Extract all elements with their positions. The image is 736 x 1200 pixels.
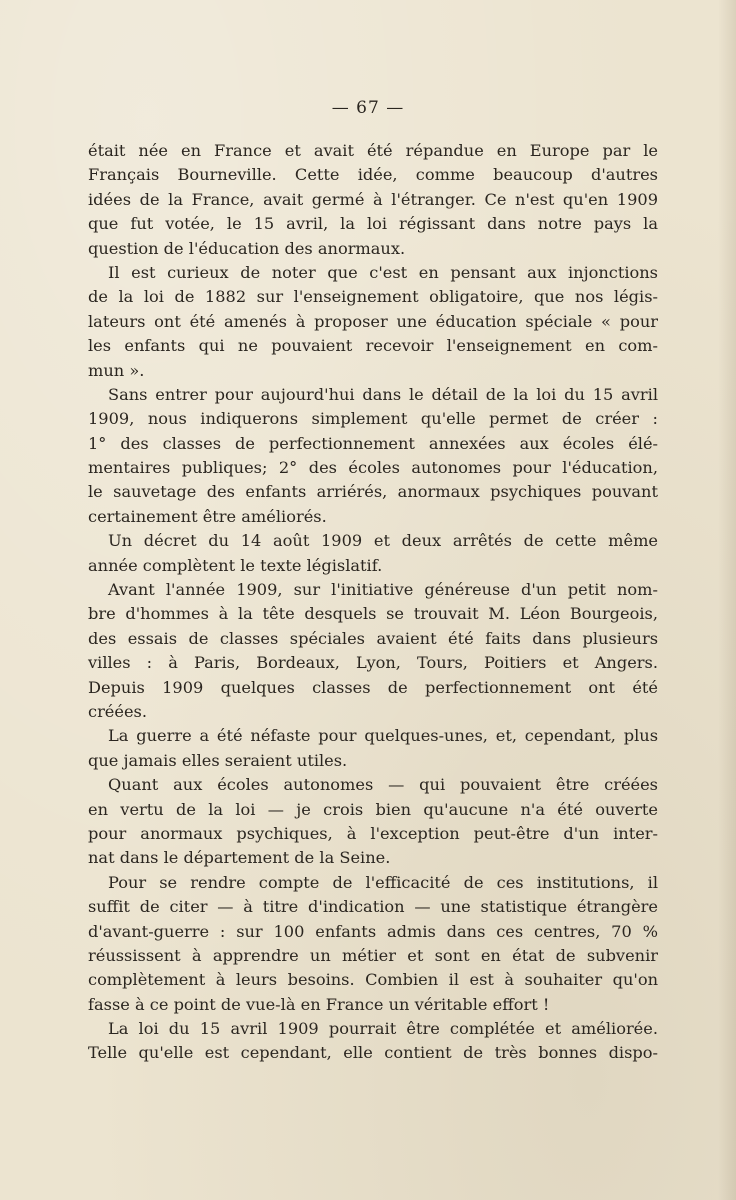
text-line: Avant l'année 1909, sur l'initiative généreuse d'un petit nom- <box>108 580 658 600</box>
text-line: d'avant-guerre : sur 100 enfants admis dans ces centres, 70 % <box>88 921 658 941</box>
text-line: Quant aux écoles autonomes — qui pouvaient être créées <box>108 775 658 795</box>
text-line: de la loi de 1882 sur l'enseignement obligatoire, que nos légis- <box>88 287 658 307</box>
text-line: était née en France et avait été répandue en Europe par le <box>88 141 658 160</box>
text-line: Un décret du 14 août 1909 et deux arrêtés de cette même <box>108 531 658 551</box>
text-line: mun ». <box>88 360 145 380</box>
text-line: fasse à ce point de vue-là en France un véritable effort ! <box>88 994 550 1014</box>
text-line: des essais de classes spéciales avaient été faits dans plusieurs <box>88 628 658 648</box>
text-line: lateurs ont été amenés à proposer une éducation spéciale « pour <box>88 311 658 331</box>
text-line: bre d'hommes à la tête desquels se trouvait M. Léon Bourgeois, <box>88 604 658 624</box>
text-line: créées. <box>88 701 147 721</box>
text-line: Français Bourneville. Cette idée, comme beaucoup d'autres <box>88 165 658 185</box>
text-line: idées de la France, avait germé à l'étranger. Ce n'est qu'en 1909 <box>88 189 658 209</box>
text-line: mentaires publiques; 2° des écoles autonomes pour l'éducation, <box>88 458 658 478</box>
text-line: Pour se rendre compte de l'efficacité de ces institutions, il <box>108 872 658 892</box>
page-edge-shadow <box>718 0 736 1200</box>
text-line: Depuis 1909 quelques classes de perfectionnement ont été <box>88 677 658 697</box>
body-text <box>88 139 658 1066</box>
text-line: nat dans le département de la Seine. <box>88 848 391 868</box>
text-line: 1909, nous indiquerons simplement qu'elle permet de créer : <box>88 409 658 429</box>
text-line: Sans entrer pour aujourd'hui dans le détail de la loi du 15 avril <box>108 384 658 404</box>
text-line: pour anormaux psychiques, à l'exception peut-être d'un inter- <box>88 823 658 843</box>
text-line: Il est curieux de noter que c'est en pensant aux injonctions <box>108 262 658 282</box>
text-line: La loi du 15 avril 1909 pourrait être complétée et améliorée. <box>108 1019 658 1039</box>
text-line: 1° des classes de perfectionnement annexées aux écoles élé- <box>88 433 658 453</box>
text-line: question de l'éducation des anormaux. <box>88 238 406 258</box>
text-line: certainement être améliorés. <box>88 506 327 526</box>
page-number: — 67 — <box>331 98 405 118</box>
text-line: année complètent le texte législatif. <box>88 555 383 575</box>
text-line: en vertu de la loi — je crois bien qu'aucune n'a été ouverte <box>88 799 658 819</box>
text-line: La guerre a été néfaste pour quelques-unes, et, cependant, plus <box>108 726 658 746</box>
text-line: que jamais elles seraient utiles. <box>88 750 348 770</box>
text-line: complètement à leurs besoins. Combien il est à souhaiter qu'on <box>88 970 658 990</box>
text-line: que fut votée, le 15 avril, la loi régissant dans notre pays la <box>88 214 658 234</box>
text-line: Telle qu'elle est cependant, elle contient de très bonnes dispo- <box>88 1043 658 1063</box>
text-line: réussissent à apprendre un métier et sont en état de subvenir <box>88 945 658 965</box>
text-line: suffit de citer — à titre d'indication — une statistique étrangère <box>88 897 658 917</box>
text-line: le sauvetage des enfants arriérés, anormaux psychiques pouvant <box>88 482 658 502</box>
text-line: villes : à Paris, Bordeaux, Lyon, Tours, Poitiers et Angers. <box>88 653 658 673</box>
text-line: les enfants qui ne pouvaient recevoir l'enseignement en com- <box>88 336 658 356</box>
